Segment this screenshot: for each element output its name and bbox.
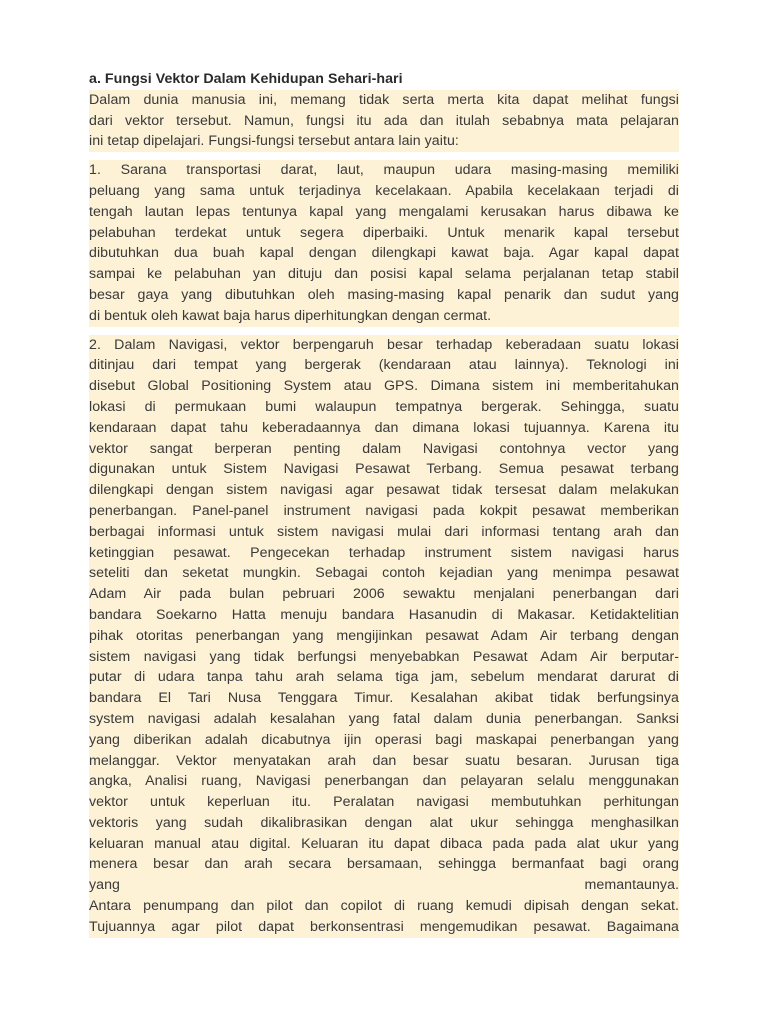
document-page [89, 69, 679, 938]
text-line: ditinjau dari tempat yang bergerak (kendaraan atau lainnya). Teknologi ini [89, 355, 679, 376]
text-line: ketinggian pesawat. Pengecekan terhadap instrument sistem navigasi harus [89, 543, 679, 564]
text-line: ini tetap dipelajari. Fungsi-fungsi tersebut antara lain yaitu: [89, 131, 679, 152]
text-line: berbagai informasi untuk sistem navigasi mulai dari informasi tentang arah dan [89, 522, 679, 543]
text-line: dari vektor tersebut. Namun, fungsi itu ada dan itulah sebabnya mata pelajaran [89, 111, 679, 132]
section-title: a. Fungsi Vektor Dalam Kehidupan Sehari-hari [89, 69, 679, 90]
text-line: Adam Air pada bulan pebruari 2006 sewaktu menjalani penerbangan dari [89, 584, 679, 605]
text-line: besar gaya yang dibutuhkan oleh masing-masing kapal penarik dan sudut yang [89, 285, 679, 306]
intro-paragraph [89, 90, 679, 152]
text-line: kendaraan dapat tahu keberadaannya dan dimana lokasi tujuannya. Karena itu [89, 418, 679, 439]
text-line: disebut Global Positioning System atau GPS. Dimana sistem ini memberitahukan [89, 376, 679, 397]
text-line: vektor sangat berperan penting dalam Navigasi contohnya vector yang [89, 439, 679, 460]
paragraph-gap [89, 327, 679, 335]
text-line: 2. Dalam Navigasi, vektor berpengaruh besar terhadap keberadaan suatu lokasi [89, 335, 679, 356]
point-1-paragraph [89, 160, 679, 326]
text-line: putar di udara tanpa tahu arah selama tiga jam, sebelum mendarat darurat di [89, 667, 679, 688]
text-line: tengah lautan lepas tentunya kapal yang mengalami kerusakan harus dibawa ke [89, 202, 679, 223]
text-line: dilengkapi dengan sistem navigasi agar pesawat tidak tersesat dalam melakukan [89, 480, 679, 501]
text-line: penerbangan. Panel-panel instrument navigasi pada kokpit pesawat memberikan [89, 501, 679, 522]
text-line: pelabuhan terdekat untuk segera diperbaiki. Untuk menarik kapal tersebut [89, 223, 679, 244]
text-line: keluaran manual atau digital. Keluaran itu dapat dibaca pada pada alat ukur yang [89, 834, 679, 855]
point-2-paragraph [89, 335, 679, 938]
text-line: peluang yang sama untuk terjadinya kecelakaan. Apabila kecelakaan terjadi di [89, 181, 679, 202]
text-line: Dalam dunia manusia ini, memang tidak serta merta kita dapat melihat fungsi [89, 90, 679, 111]
text-line: lokasi di permukaan bumi walaupun tempatnya bergerak. Sehingga, suatu [89, 397, 679, 418]
text-line: bandara El Tari Nusa Tenggara Timur. Kesalahan akibat tidak berfungsinya [89, 688, 679, 709]
text-line: 1. Sarana transportasi darat, laut, maupun udara masing-masing memiliki [89, 160, 679, 181]
text-line: sampai ke pelabuhan yan dituju dan posisi kapal selama perjalanan tetap stabil [89, 264, 679, 285]
text-line: yang memantaunya. [89, 875, 679, 896]
text-line: vektoris yang sudah dikalibrasikan dengan alat ukur sehingga menghasilkan [89, 813, 679, 834]
text-line: sistem navigasi yang tidak berfungsi menyebabkan Pesawat Adam Air berputar- [89, 647, 679, 668]
text-line: Tujuannya agar pilot dapat berkonsentrasi mengemudikan pesawat. Bagaimana [89, 917, 679, 938]
text-line: melanggar. Vektor menyatakan arah dan besar suatu besaran. Jurusan tiga [89, 751, 679, 772]
text-line: digunakan untuk Sistem Navigasi Pesawat Terbang. Semua pesawat terbang [89, 459, 679, 480]
text-line: di bentuk oleh kawat baja harus diperhitungkan dengan cermat. [89, 306, 679, 327]
text-line: angka, Analisi ruang, Navigasi penerbangan dan pelayaran selalu menggunakan [89, 771, 679, 792]
text-line: bandara Soekarno Hatta menuju bandara Hasanudin di Makasar. Ketidaktelitian [89, 605, 679, 626]
paragraph-gap [89, 152, 679, 160]
text-line: pihak otoritas penerbangan yang mengijinkan pesawat Adam Air terbang dengan [89, 626, 679, 647]
text-line: system navigasi adalah kesalahan yang fatal dalam dunia penerbangan. Sanksi [89, 709, 679, 730]
text-line: Antara penumpang dan pilot dan copilot di ruang kemudi dipisah dengan sekat. [89, 896, 679, 917]
text-line: menera besar dan arah secara bersamaan, sehingga bermanfaat bagi orang [89, 854, 679, 875]
text-line: seteliti dan seketat mungkin. Sebagai contoh kejadian yang menimpa pesawat [89, 563, 679, 584]
text-line: dibutuhkan dua buah kapal dengan dilengkapi kawat baja. Agar kapal dapat [89, 243, 679, 264]
text-line: vektor untuk keperluan itu. Peralatan navigasi membutuhkan perhitungan [89, 792, 679, 813]
text-line: yang diberikan adalah dicabutnya ijin operasi bagi maskapai penerbangan yang [89, 730, 679, 751]
